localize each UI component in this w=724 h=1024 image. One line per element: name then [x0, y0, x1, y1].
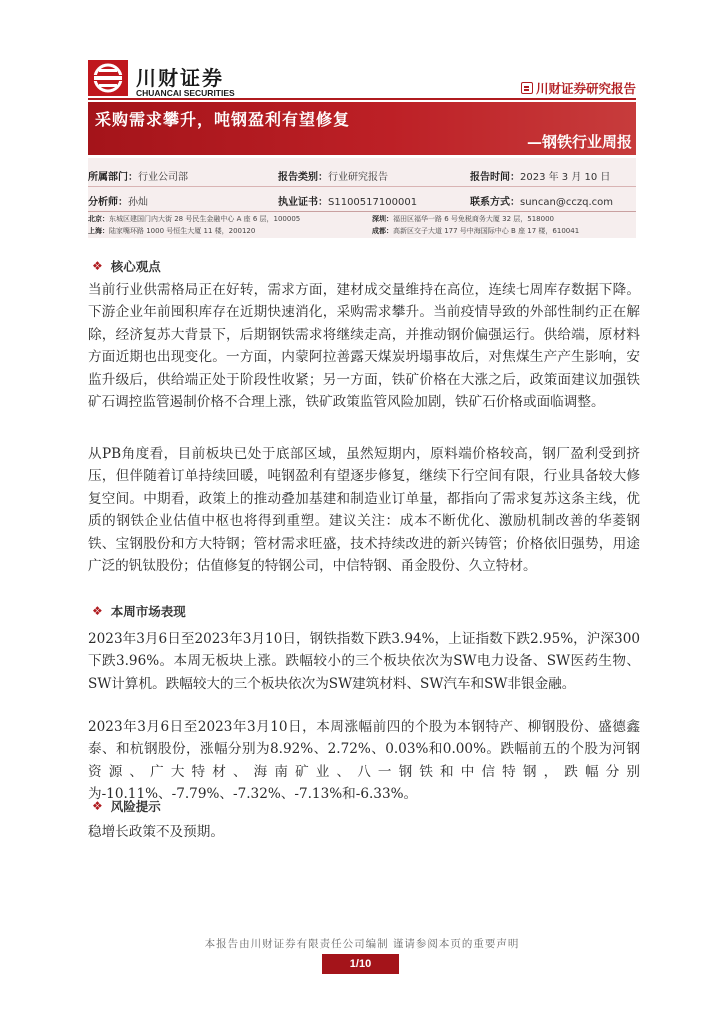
market-paragraph-2: 2023年3月6日至2023年3月10日，本周涨幅前四的个股为本钢特产、柳钢股份、盛德鑫泰、和杭钢股份，涨幅分别为8.92%、2.72%、0.03%和0.00%。跌幅前五的个股为河钢资源、广大特材、海南矿业、八一钢铁和中信特钢，跌幅分别为-10.11%、-7.79%、-7.32%、-7.13%和-6.33%。: [88, 719, 640, 803]
address-beijing-value: 东城区建国门内大街 28 号民生金融中心 A 座 6 层，100005: [109, 215, 301, 223]
brand-name-cn: 川财证券: [136, 66, 224, 90]
diamond-bullet-icon: ❖: [92, 799, 103, 813]
address-shanghai-value: 陆家嘴环路 1000 号恒生大厦 11 楼，200120: [109, 227, 256, 235]
meta-contact-label: 联系方式：: [470, 197, 520, 208]
footer-disclaimer: 本报告由川财证券有限责任公司编制 谨请参阅本页的重要声明: [204, 938, 520, 950]
address-chengdu-label: 成都：: [372, 227, 393, 235]
meta-contact-value: suncan@cczq.com: [520, 197, 613, 208]
meta-type-value: 行业研究报告: [328, 172, 388, 183]
address-shenzhen-label: 深圳：: [372, 215, 393, 223]
header-rule: [88, 98, 636, 100]
meta-type-label: 报告类别：: [278, 172, 328, 183]
section-risk-title: 风险提示: [110, 799, 161, 814]
section-core-heading: [92, 257, 161, 275]
section-market-title: 本周市场表现: [110, 604, 186, 619]
report-tag-label: 川财证券研究报告: [535, 81, 636, 96]
address-chengdu: [372, 226, 579, 236]
diamond-bullet-icon: ❖: [92, 604, 103, 618]
meta-time-value: 2023 年 3 月 10 日: [520, 172, 611, 183]
meta-analyst-label: 分析师：: [88, 197, 128, 208]
meta-divider: [88, 186, 636, 187]
meta-cert-label: 执业证书：: [278, 197, 328, 208]
meta-time-label: 报告时间：: [470, 172, 520, 183]
address-shanghai-label: 上海：: [88, 227, 109, 235]
address-shenzhen-value: 福田区福华一路 6 号免税商务大厦 32 层，518000: [393, 215, 554, 223]
address-shenzhen: [372, 214, 554, 224]
risk-paragraph-1: 稳增长政策不及预期。: [88, 824, 224, 840]
report-tag: [521, 79, 636, 97]
meta-dept-value: 行业公司部: [138, 172, 188, 183]
meta-cert-value: S1100517100001: [328, 197, 418, 208]
company-logo: [88, 60, 128, 96]
section-risk-heading: [92, 797, 161, 815]
address-beijing: [88, 214, 300, 224]
brand-name-en: CHUANCAI SECURITIES: [136, 88, 235, 98]
core-paragraph-2: 从PB角度看，目前板块已处于底部区域，虽然短期内，原料端价格较高，钢厂盈利受到挤压，但伴随着订单持续回暖，吨钢盈利有望逐步修复，继续下行空间有限，行业具备较大修复空间。中期看，政策上的推动叠加基建和制造业订单量，都指向了需求复苏这条主线，优质的钢铁企业估值中枢也将得到重塑。建议关注：成本不断优化、激励机制改善的华菱钢铁、宝钢股份和方大特钢；管材需求旺盛，技术持续改进的新兴铸管；价格依旧强势，用途广泛的钒钛股份；估值修复的特钢公司，中信特钢、甬金股份、久立特材。: [88, 446, 640, 575]
meta-contact: [470, 193, 613, 208]
meta-time: [470, 168, 610, 183]
diamond-bullet-icon: ❖: [92, 259, 103, 273]
report-tag-icon: [521, 82, 533, 94]
report-title: 采购需求攀升，吨钢盈利有望修复: [95, 110, 351, 129]
page-number: 1/10: [322, 954, 399, 974]
meta-divider: [88, 211, 636, 212]
meta-dept-label: 所属部门：: [88, 172, 138, 183]
meta-analyst-value: 孙灿: [128, 197, 148, 208]
section-market-heading: [92, 602, 186, 620]
core-paragraph-1: 当前行业供需格局正在好转，需求方面，建材成交量维持在高位，连续七周库存数据下降。下游企业年前囤积库存在近期快速消化，采购需求攀升。当前疫情导致的外部性制约正在解除，经济复苏大背景下，后期钢铁需求将继续走高，并推动钢价偏强运行。供给端，原材料方面近期也出现变化。一方面，内蒙阿拉善露天煤炭坍塌事故后，对焦煤生产产生影响，安监升级后，供给端正处于阶段性收紧；另一方面，铁矿价格在大涨之后，政策面建议加强铁矿石调控监管遏制价格不合理上涨，铁矿政策监管风险加剧，铁矿石价格或面临调整。: [88, 282, 640, 411]
meta-analyst: [88, 193, 148, 208]
address-shanghai: [88, 226, 255, 236]
report-subtitle: —钢铁行业周报: [526, 133, 632, 151]
address-chengdu-value: 高新区交子大道 177 号中海国际中心 B 座 17 楼，610041: [393, 227, 580, 235]
meta-type: [278, 168, 388, 183]
address-beijing-label: 北京：: [88, 215, 109, 223]
market-paragraph-1: 2023年3月6日至2023年3月10日，钢铁指数下跌3.94%，上证指数下跌2.95%，沪深300下跌3.96%。本周无板块上涨。跌幅较小的三个板块依次为SW电力设备、SW医药生物、SW计算机。跌幅较大的三个板块依次为SW建筑材料、SW汽车和SW非银金融。: [88, 631, 640, 692]
meta-cert: [278, 193, 417, 208]
section-core-title: 核心观点: [110, 259, 161, 274]
meta-dept: [88, 168, 188, 183]
